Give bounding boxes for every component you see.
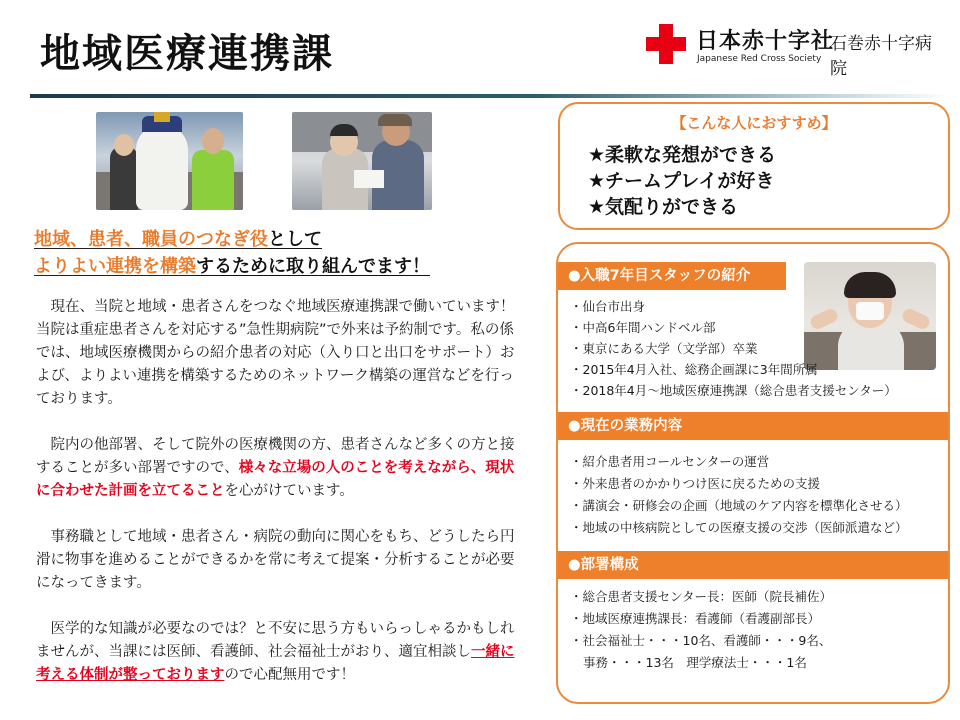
list-item: ・2015年4月入社、総務企画課に3年間所属: [570, 362, 818, 377]
org-name-en: Japanese Red Cross Society: [697, 54, 822, 64]
paragraph-4: [36, 618, 522, 687]
list-item: ・講演会・研修会の企画（地域のケア内容を標準化させる）: [570, 498, 908, 513]
paragraph-2-text: 院内の他部署、そして院外の医療機関の方、患者さんなど多くの方と接することが多い部署ですので、: [36, 437, 515, 476]
list-item: ・2018年4月～地域医療連携課（総合患者支援センター）: [570, 383, 897, 398]
staff-profile-list: [570, 296, 897, 401]
recommend-box: [558, 102, 950, 230]
staff-intro-heading: ●入職7年目スタッフの紹介: [558, 262, 786, 290]
body-text: [36, 296, 522, 710]
headline-rest-1: として: [268, 229, 322, 250]
list-item: ・東京にある大学（文学部）卒業: [570, 341, 758, 356]
list-item: ・社会福祉士・・・10名、看護師・・・9名、: [570, 633, 832, 648]
list-item: ・総合患者支援センター長：医師（院長補佐）: [570, 589, 833, 604]
paragraph-4-tail: ので心配無用です！: [224, 667, 355, 683]
list-item: ★気配りができる: [588, 196, 739, 218]
paragraph-2-emphasis: 様々な立場の人のことを考えながら、現状に合わせた計画を立てること: [36, 460, 515, 499]
list-item: ・地域の中核病院としての医療支援の交渉（医師派遣など）: [570, 520, 908, 535]
paragraph-4-text: 医学的な知識が必要なのでは？と不安に思う方もいらっしゃるかもしれませんが、当課には医師、看護師、社会福祉士がおり、適宜相談し: [36, 621, 515, 660]
headline-rest-2: するために取り組んでます！: [196, 256, 430, 277]
hospital-name: 石巻赤十字病院: [830, 34, 932, 79]
headline-highlight-2: よりよい連携を構築: [34, 256, 196, 277]
staff-info-box: [556, 242, 950, 704]
red-cross-icon: [646, 24, 686, 64]
headline: [34, 226, 430, 280]
paragraph-3: 事務職として地域・患者さん・病院の動向に関心をもち、どうしたら円滑に物事を進めることができるかを常に考えて提案・分析することが必要になってきます。: [36, 529, 515, 591]
list-item: ・仙台市出身: [570, 299, 646, 314]
paragraph-2: [36, 434, 522, 503]
mascot-event-photo: [96, 112, 243, 210]
staff-consultation-photo: [292, 112, 432, 210]
list-item: ・外来患者のかかりつけ医に戻るための支援: [570, 476, 821, 491]
structure-heading: ●部署構成: [558, 551, 950, 579]
paragraph-1: 現在、当院と地域・患者さんをつなぐ地域医療連携課で働いています！当院は重症患者さんを対応する”急性期病院”で外来は予約制です。私の係では、地域医療機関からの紹介患者の対応（入り口と出口をサポート）および、よりよい連携を構築するためのネットワーク構築の運営などを行っております。: [36, 299, 515, 407]
duties-list: [570, 451, 908, 539]
headline-highlight-1: 地域、患者、職員のつなぎ役: [34, 229, 268, 250]
red-cross-logo: [646, 22, 946, 79]
header-divider: [30, 94, 950, 98]
list-item: ・紹介患者用コールセンターの運営: [570, 454, 770, 469]
recommend-heading: 【こんな人におすすめ】: [671, 114, 837, 132]
list-item: 事務・・・13名 理学療法士・・・1名: [583, 655, 807, 670]
list-item: ・中高6年間ハンドベル部: [570, 320, 716, 335]
list-item: ・地域医療連携課長：看護師（看護副部長）: [570, 611, 821, 626]
paragraph-2-tail: を心がけています。: [224, 483, 354, 499]
list-item: ★柔軟な発想ができる: [588, 144, 777, 166]
list-item: ★チームプレイが好き: [588, 170, 775, 192]
duties-heading: ●現在の業務内容: [558, 412, 950, 440]
structure-list: [570, 586, 832, 674]
recommend-list: [588, 142, 776, 220]
page-title: 地域医療連携課: [40, 31, 334, 77]
org-name: 日本赤十字社: [696, 29, 835, 54]
paragraph-4-emphasis: 一緒に考える体制が整っております: [36, 644, 515, 683]
